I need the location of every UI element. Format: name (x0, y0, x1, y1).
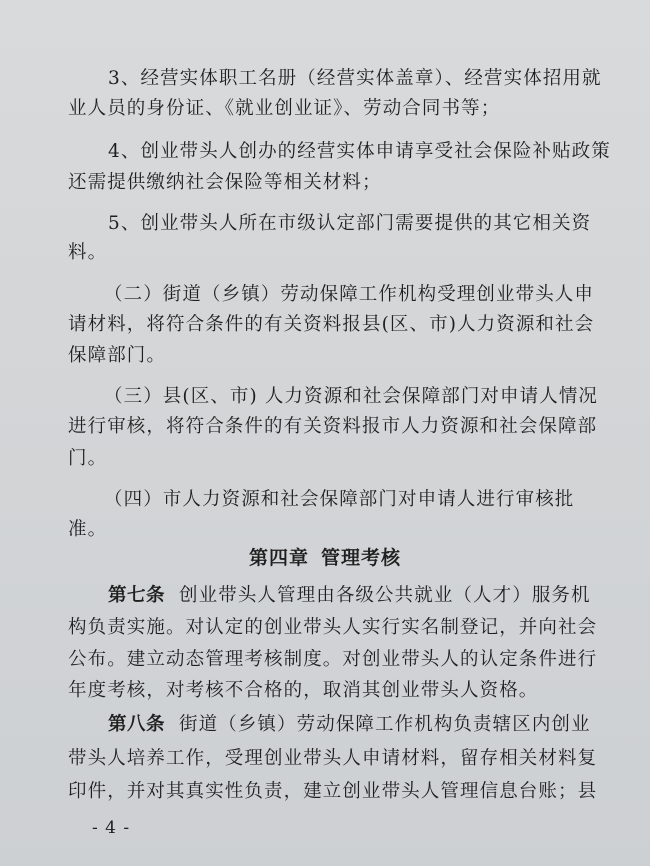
article-label: 第七条 (108, 585, 166, 606)
paragraph-line: 还需提供缴纳社会保险等相关材料； (68, 172, 382, 193)
paragraph-line: 公布。建立动态管理考核制度。对创业带头人的认定条件进行 (68, 649, 598, 670)
paragraph-line: 进行审核，将符合条件的有关资料报市人力资源和社会保障部 (68, 416, 598, 437)
paragraph-line: 5、创业带头人所在市级认定部门需要提供的其它相关资 (108, 213, 592, 234)
article-label: 第八条 (108, 714, 166, 735)
paragraph-line: （四）市人力资源和社会保障部门对申请人进行审核批 (104, 489, 575, 510)
paragraph-line: 构负责实施。对认定的创业带头人实行实名制登记，并向社会 (68, 617, 598, 638)
paragraph-line: 准。 (68, 519, 108, 540)
paragraph-line: 4、创业带头人创办的经营实体申请享受社会保险补贴政策 (108, 141, 611, 162)
paragraph-line: 请材料，将符合条件的有关资料报县(区、市)人力资源和社会 (68, 314, 595, 335)
paragraph-line: 印件，并对其真实性负责，建立创业带头人管理信息台账；县 (68, 781, 598, 802)
paragraph-line: （二）街道（乡镇）劳动保障工作机构受理创业带头人申 (104, 284, 595, 305)
paragraph-line: 带头人培养工作，受理创业带头人申请材料，留存相关材料复 (68, 748, 598, 769)
article-text: 创业带头人管理由各级公共就业（人才）服务机 (179, 585, 591, 606)
chapter-heading (0, 545, 650, 571)
paragraph-line: 业人员的身份证、《就业创业证》、劳动合同书等； (68, 98, 501, 119)
article-text: 街道（乡镇）劳动保障工作机构负责辖区内创业 (179, 714, 591, 735)
paragraph-line: 3、经营实体职工名册（经营实体盖章）、经营实体招用就 (108, 68, 602, 89)
paragraph-line: 门。 (68, 448, 108, 469)
paragraph-line (108, 583, 591, 609)
paragraph-line: 料。 (68, 242, 108, 263)
paragraph-line: （三）县(区、市) 人力资源和社会保障部门对申请人情况 (104, 386, 599, 407)
paragraph-line: 保障部门。 (68, 345, 167, 366)
chapter-title: 管理考核 (321, 547, 402, 569)
page-number: - 4 - (92, 818, 131, 838)
paragraph-line: 年度考核，对考核不合格的，取消其创业带头人资格。 (68, 680, 539, 701)
paragraph-line (108, 712, 591, 738)
chapter-number: 第四章 (248, 547, 309, 569)
